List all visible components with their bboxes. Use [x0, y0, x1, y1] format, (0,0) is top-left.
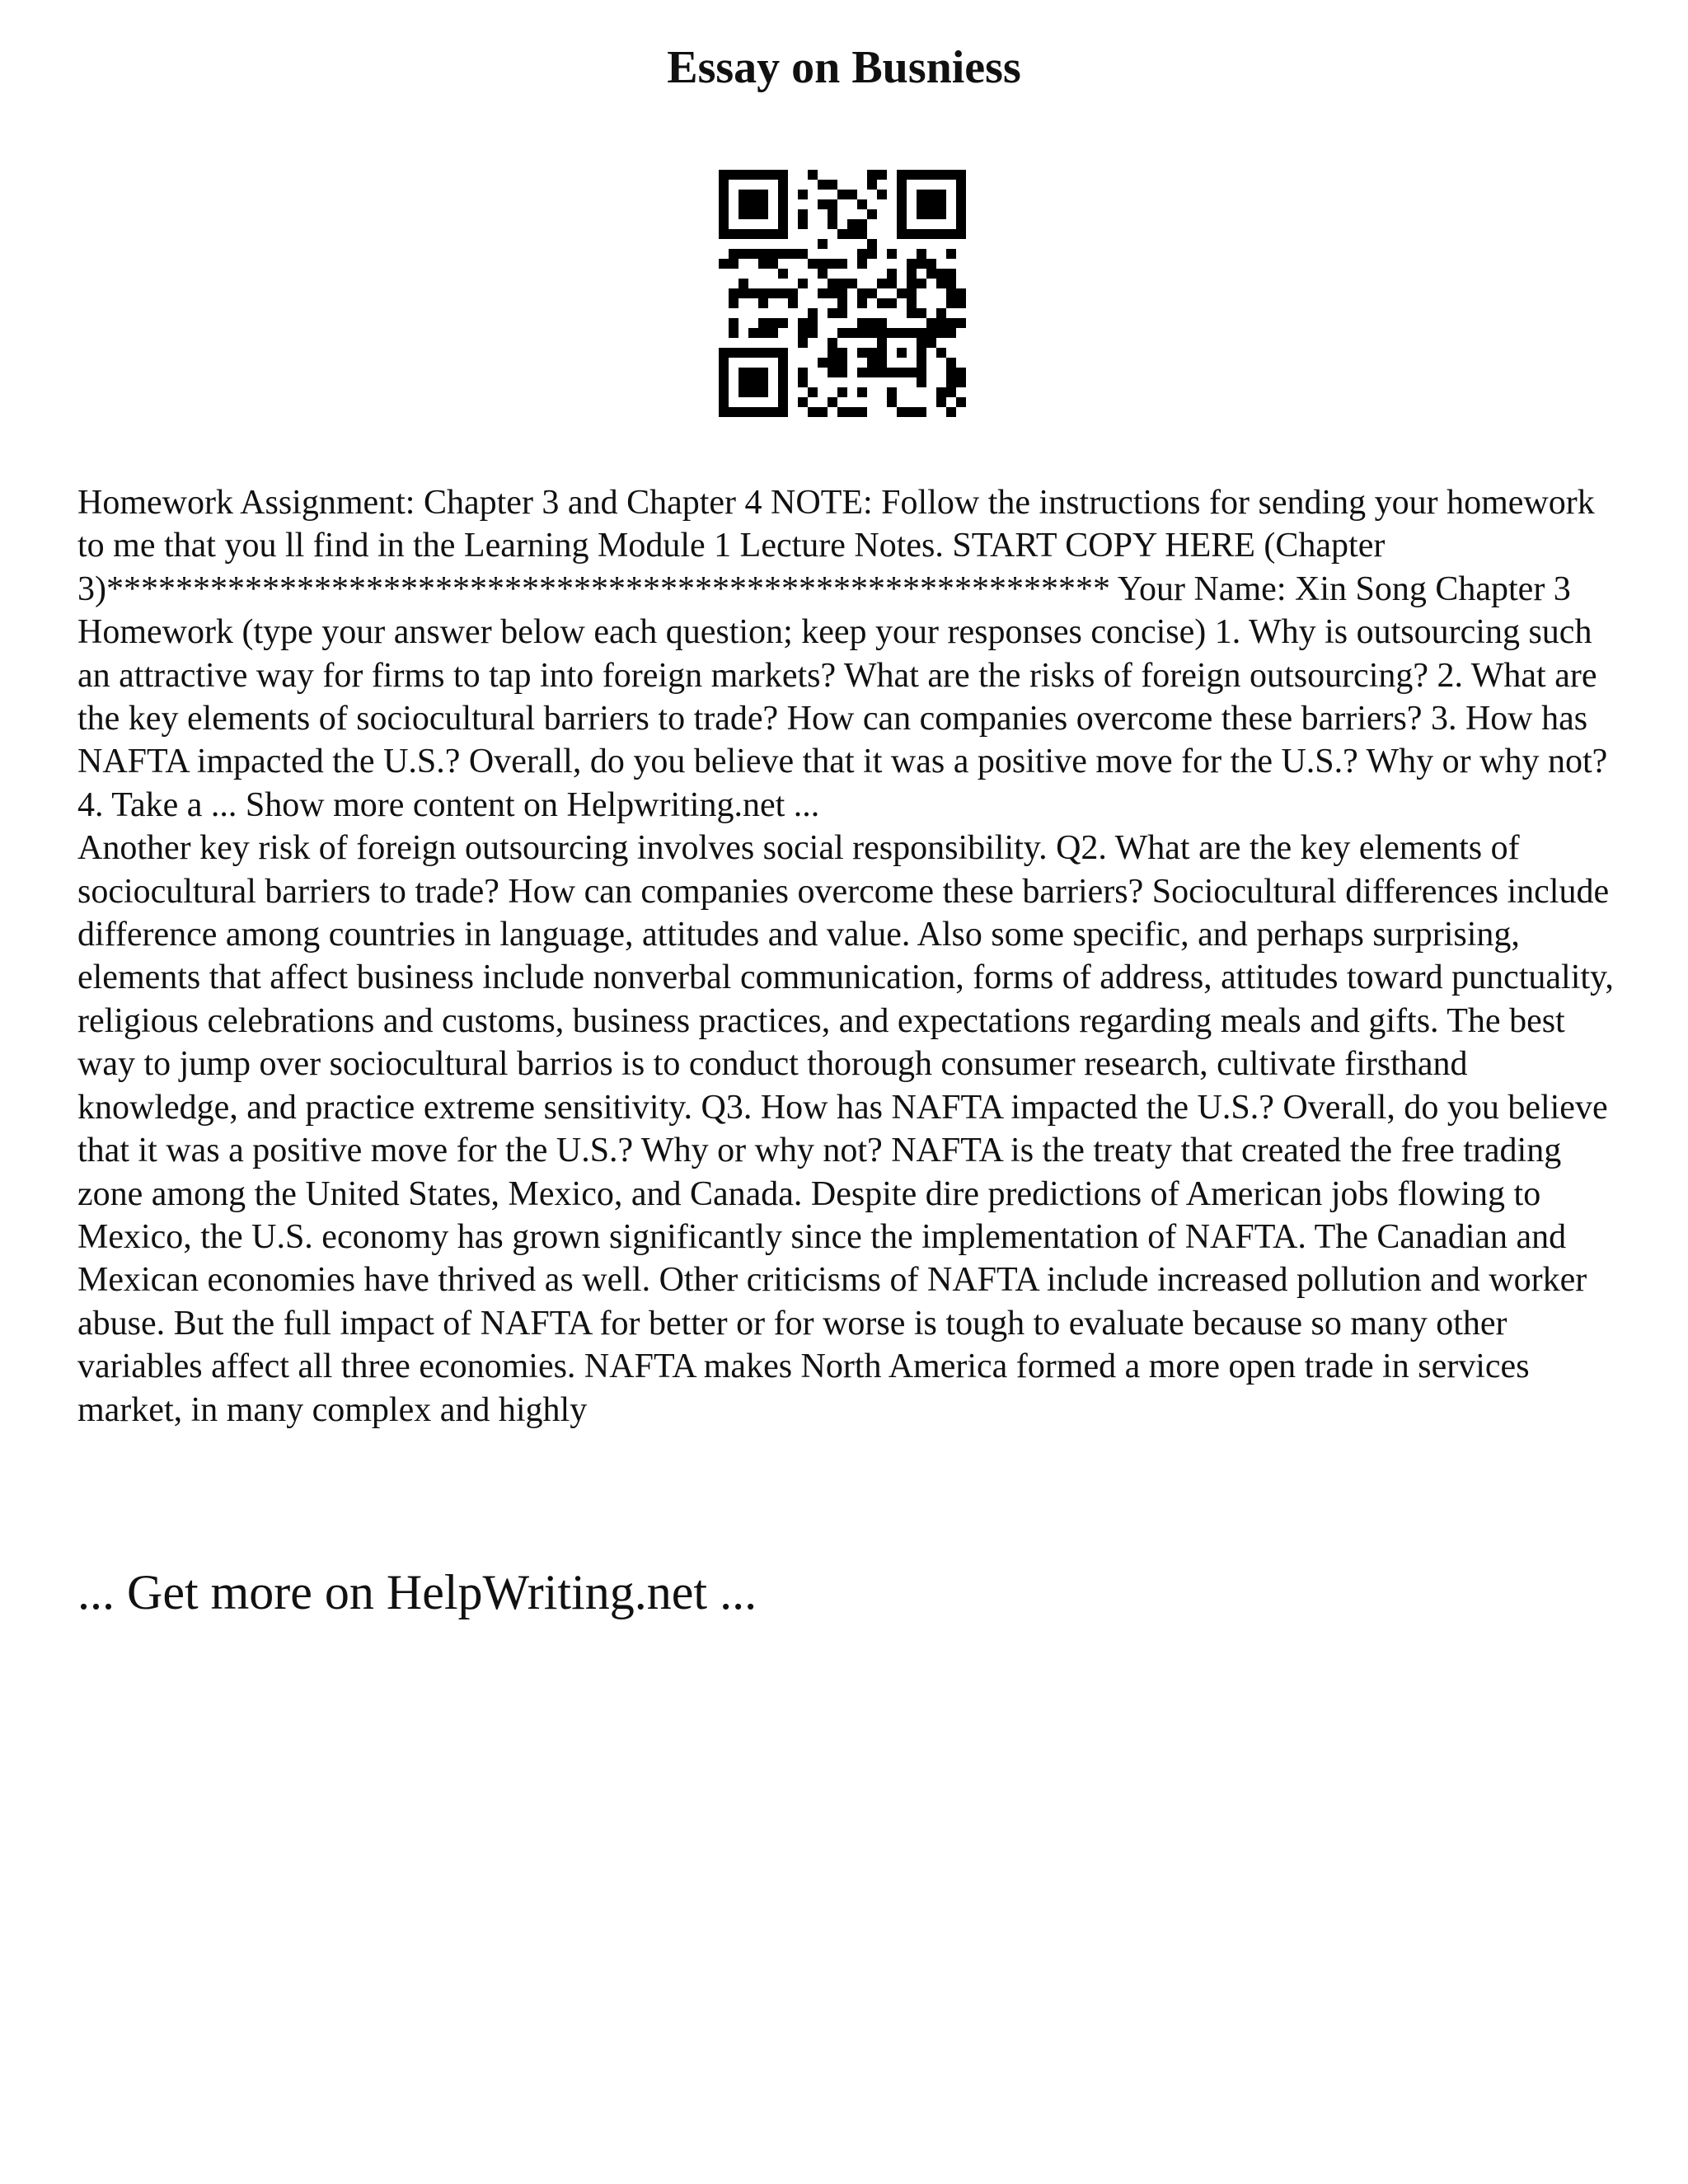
paragraph: Another key risk of foreign outsourcing involves social responsibility. Q2. What are the key elements of sociocultural barriers to trade? How can companies overcome these barriers? Sociocultural differences include difference among countries in language, attitudes and value. Also some specific, and perhaps surprising, elements that affect business include nonverbal communication, forms of address, attitudes toward punctuality, religious celebrations and customs, business practices, and expectations regarding meals and gifts. The best way to jump over sociocultural barrios is to conduct thorough consumer research, cultivate firsthand knowledge, and practice extreme sensitivity. Q3. How has NAFTA impacted the U.S.? Overall, do you believe that it was a positive move for the U.S.? Why or why not? NAFTA is the treaty that created the free trading zone among the United States, Mexico, and Canada. Despite dire predictions of American jobs flowing to Mexico, the U.S. economy has grown significantly since the implementation of NAFTA. The Canadian and Mexican economies have thrived as well. Other criticisms of NAFTA include increased pollution and worker abuse. But the full impact of NAFTA for better or for worse is tough to evaluate because so many other variables affect all three economies. NAFTA makes North America formed a more open trade in services market, in many complex and highly	[77, 829, 1614, 1429]
document-body	[77, 481, 1614, 1432]
qr-code-icon	[719, 170, 966, 417]
get-more-link[interactable]: ... Get more on HelpWriting.net ...	[77, 1565, 757, 1619]
qr-code-graphic	[719, 170, 966, 417]
page-title: Essay on Busniess	[667, 42, 1021, 93]
paragraph: Homework Assignment: Chapter 3 and Chapter 4 NOTE: Follow the instructions for sending your homework to me that you ll find in the Learning Module 1 Lecture Notes. START COPY HERE (Chapter 3)********************************************************** Your Name: Xin Song Chapter 3 Homework (type your answer below each question; keep your responses concise) 1. Why is outsourcing such an attractive way for firms to tap into foreign markets? What are the risks of foreign outsourcing? 2. What are the key elements of sociocultural barriers to trade? How can companies overcome these barriers? 3. How has NAFTA impacted the U.S.? Overall, do you believe that it was a positive move for the U.S.? Why or why not? 4. Take a ... Show more content on Helpwriting.net ...	[77, 484, 1608, 824]
